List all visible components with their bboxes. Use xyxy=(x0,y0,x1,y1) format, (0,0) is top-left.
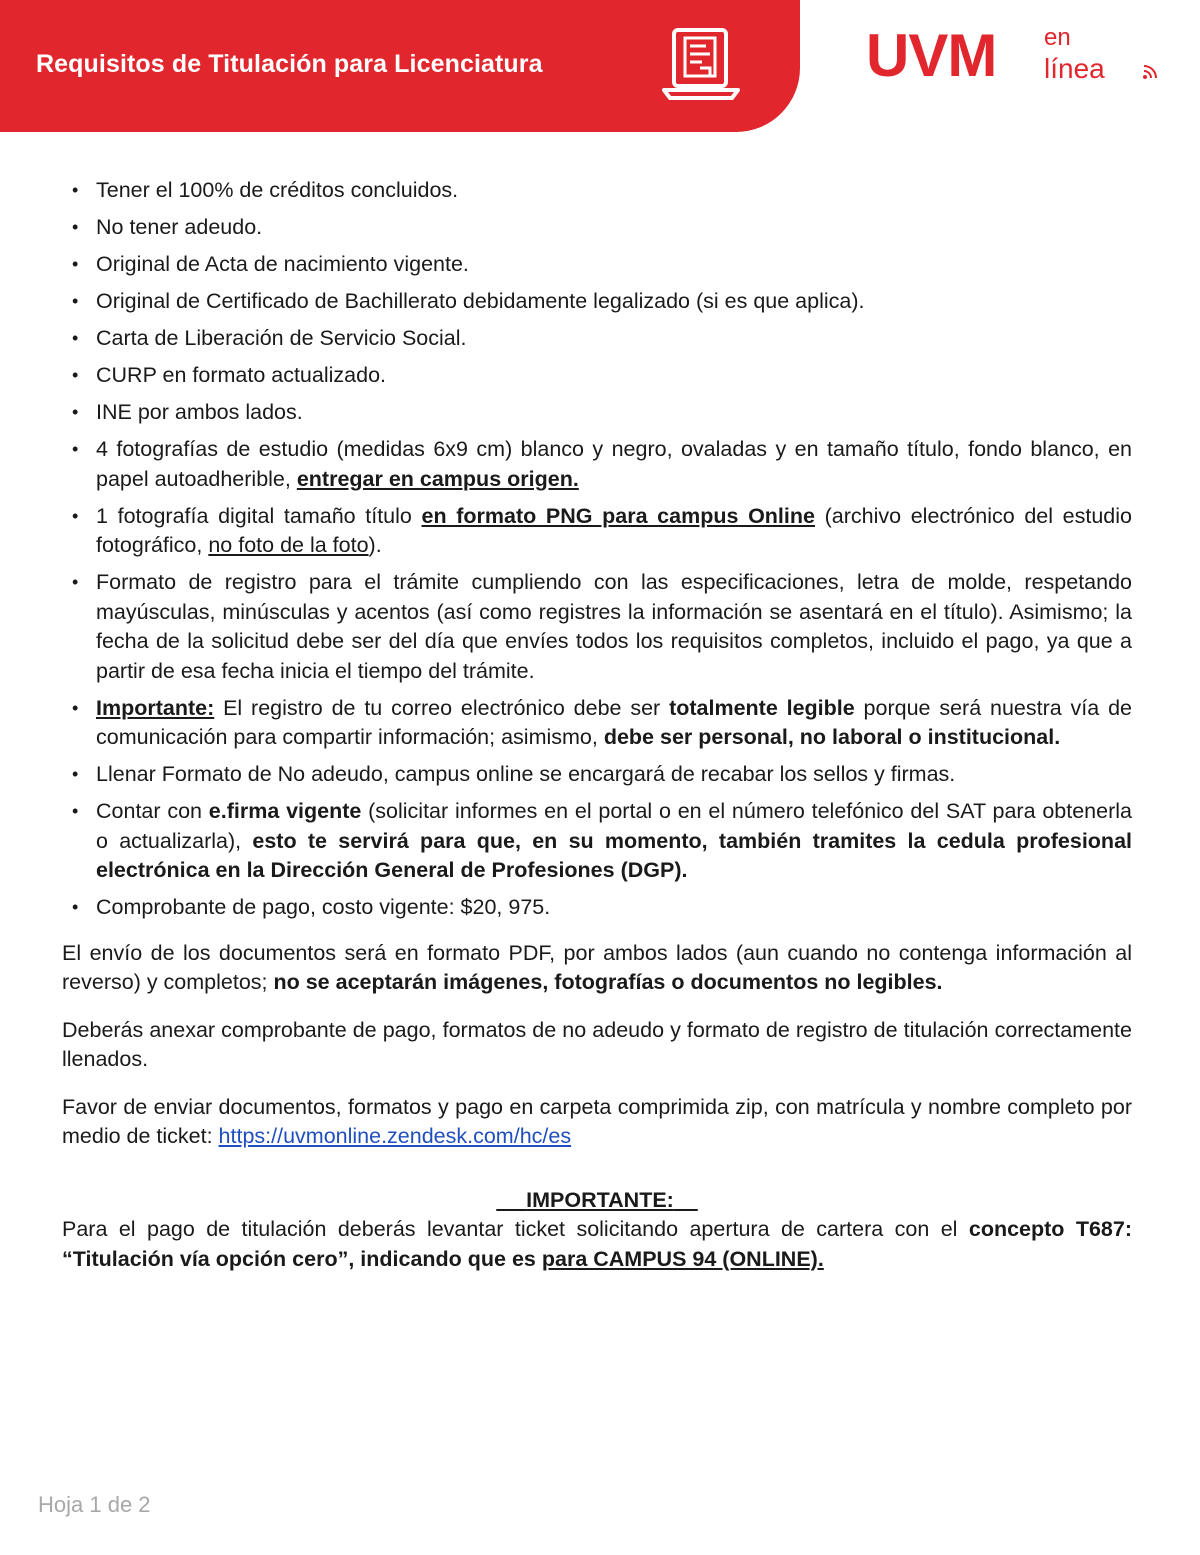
list-item: • Importante: El registro de tu correo electrónico debe ser totalmente legible porque será nuestra vía de comunicación para compartir información; asimismo, debe ser personal, no laboral o institucional. xyxy=(72,695,1132,749)
paragraph-pdf: El envío de los documentos será en formato PDF, por ambos lados (aun cuando no contenga información al reverso) y completos; no se aceptarán imágenes, fotografías o documentos no legibles. xyxy=(62,940,1132,994)
list-item: • INE por ambos lados. xyxy=(72,400,303,424)
paragraph-annex: Deberás anexar comprobante de pago, formatos de no adeudo y formato de registro de titulación correctamente llenados. xyxy=(62,1017,1132,1071)
header-band xyxy=(0,0,800,132)
list-item: • Original de Acta de nacimiento vigente. xyxy=(72,252,469,276)
page-number: Hoja 1 de 2 xyxy=(38,1492,151,1517)
list-item: • 1 fotografía digital tamaño título en formato PNG para campus Online (archivo electrónico del estudio fotográfico, no foto de la foto). xyxy=(72,503,1132,557)
list-item: • No tener adeudo. xyxy=(72,215,263,239)
list-item: • Carta de Liberación de Servicio Social. xyxy=(72,326,467,350)
list-item: • Llenar Formato de No adeudo, campus online se encargará de recabar los sellos y firmas. xyxy=(72,762,956,786)
logo-main-text: UVM xyxy=(866,22,997,89)
list-item: • 4 fotografías de estudio (medidas 6x9 cm) blanco y negro, ovaladas y en tamaño título, fondo blanco, en papel autoadherible, entregar en campus origen. xyxy=(72,437,1132,491)
list-item: • Formato de registro para el trámite cumpliendo con las especificaciones, letra de molde, respetando mayúsculas, minúsculas y acentos (así como registres la información se asentará en el título). Asimismo; la fecha de la solicitud debe ser del día que envíes todos los requisitos completos, incluido el pago, ya que a partir de esa fecha inicia el tiempo del trámite. xyxy=(72,570,1132,683)
page-title: Requisitos de Titulación para Licenciatura xyxy=(36,50,543,78)
list-item: • Comprobante de pago, costo vigente: $20, 975. xyxy=(72,895,551,919)
signal-icon xyxy=(1142,64,1158,80)
uvm-logo xyxy=(866,22,1166,96)
list-item: • CURP en formato actualizado. xyxy=(72,363,386,387)
logo-bottom-text: línea xyxy=(1044,53,1105,84)
list-item: • Original de Certificado de Bachillerato debidamente legalizado (si es que aplica). xyxy=(72,289,865,313)
document-body xyxy=(62,176,1132,1274)
zendesk-link[interactable]: https://uvmonline.zendesk.com/hc/es xyxy=(218,1124,572,1148)
requirements-list xyxy=(62,176,1132,923)
list-item: • Tener el 100% de créditos concluidos. xyxy=(72,178,459,202)
important-text: Para el pago de titulación deberás levantar ticket solicitando apertura de cartera con el concepto T687: “Titulación vía opción cero”, indicando que es para CAMPUS 94 (ONLINE). xyxy=(62,1217,1133,1271)
laptop-document-icon xyxy=(660,24,742,102)
list-item: • Contar con e.firma vigente (solicitar informes en el portal o en el número telefónico del SAT para obtenerla o actualizarla), esto te servirá para que, en su momento, también tramites la cedula profesional electrónica en la Dirección General de Profesiones (DGP). xyxy=(72,799,1132,882)
important-heading: IMPORTANTE: xyxy=(526,1187,674,1212)
instructions xyxy=(62,939,1132,1152)
paragraph-send: Favor de enviar documentos, formatos y pago en carpeta comprimida zip, con matrícula y nombre completo por medio de ticket: https://uvmonline.zendesk.com/hc/es xyxy=(62,1094,1132,1148)
logo-top-text: en xyxy=(1044,24,1071,51)
